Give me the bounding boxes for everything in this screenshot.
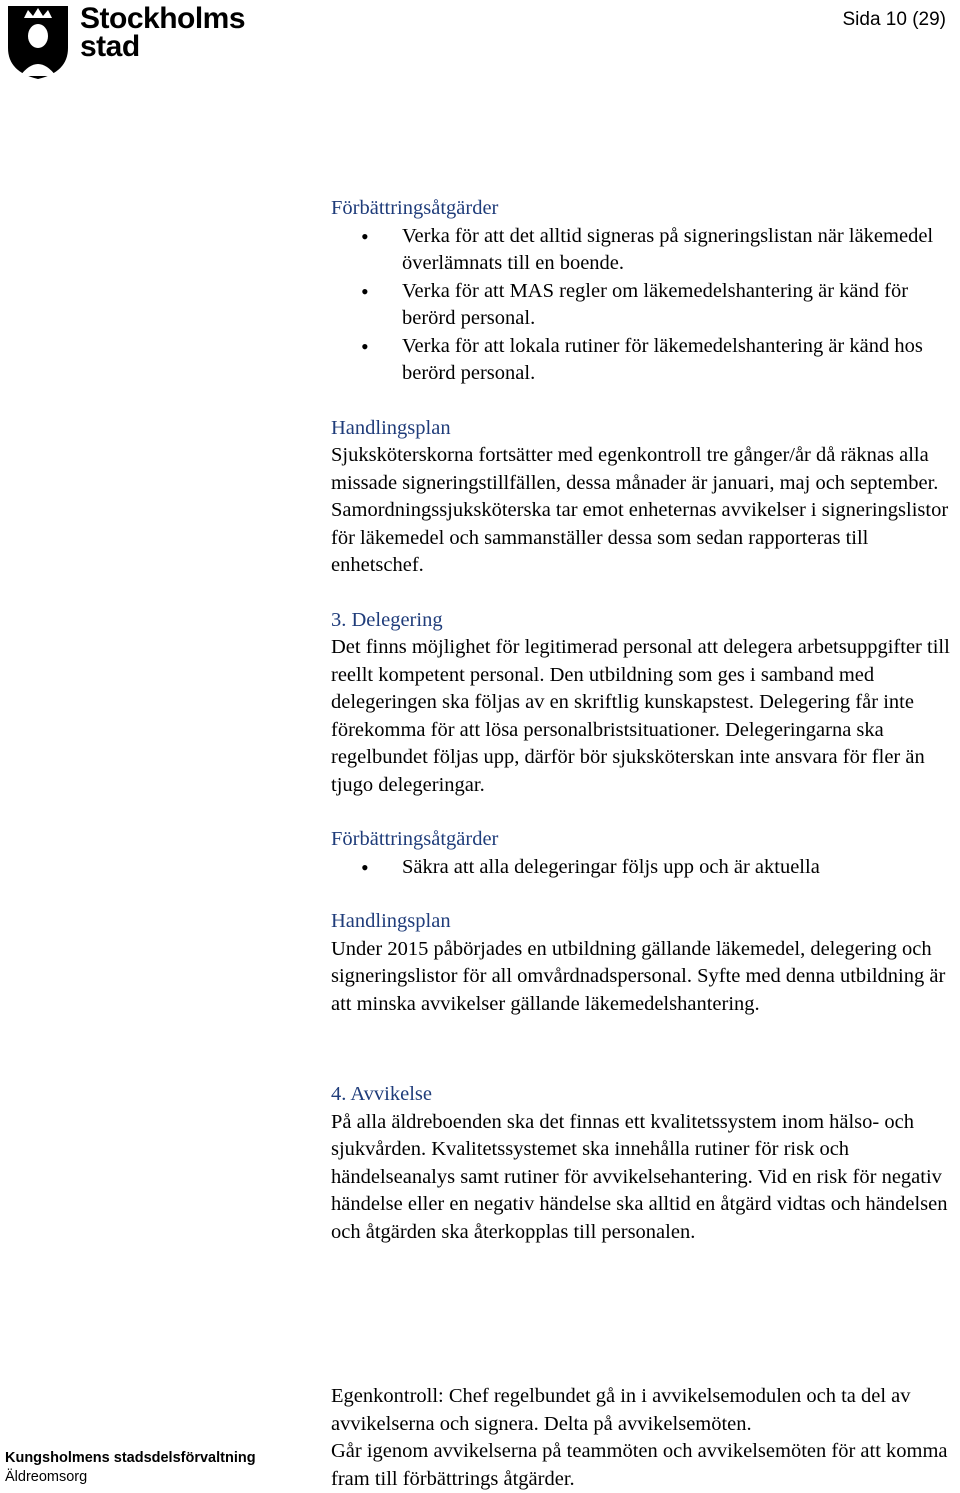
- footer-organisation: Kungsholmens stadsdelsförvaltning: [5, 1450, 256, 1466]
- page-number: Sida 10 (29): [842, 9, 946, 30]
- list-item: • Verka för att MAS regler om läkemedelshantering är känd för berörd personal.: [331, 278, 959, 333]
- list-item: • Verka för att lokala rutiner för läkemedelshantering är känd hos berörd personal.: [331, 333, 959, 388]
- paragraph: Det finns möjlighet för legitimerad personal att delegera arbetsuppgifter till reellt kompetent personal. Den utbildning som ges i samband med delegeringen ska följas av en skriftlig kunskapstest. Delegering får inte förekomma för att lösa personalbristsituationer. Delegeringarna ska regelbundet följas upp, därför bör sjuksköterskan inte ansvara för fler än tjugo delegeringar.: [331, 636, 950, 796]
- list-item: • Verka för att det alltid signeras på signeringslistan när läkemedel överlämnats till en boende.: [331, 223, 959, 278]
- page-footer: [5, 1449, 256, 1487]
- paragraph: Samordningssjuksköterska tar emot enheternas avvikelser i signeringslistor för läkemedel och sammanställer dessa som sedan rapporteras till enhetschef.: [331, 499, 949, 576]
- footer-department: Äldreomsorg: [5, 1469, 88, 1485]
- brand-wordmark: [80, 2, 246, 63]
- paragraph: På alla äldreboenden ska det finnas ett kvalitetssystem inom hälso- och sjukvården. Kvalitetssystemet ska innehålla rutiner för risk och händelseanalys samt rutiner för avvikelsehantering. Vid en risk för negativ händelse eller en negativ händelse ska alltid en åtgärd vidtas och händelsen och åtgärden ska återkopplas till personalen.: [331, 1110, 948, 1243]
- stockholm-crest-icon: [6, 2, 70, 80]
- paragraph: Går igenom avvikelserna på teammöten och avvikelsemöten för att komma fram till förbättrings åtgärder.: [331, 1440, 948, 1490]
- document-body: [331, 195, 959, 1246]
- section-heading-action-plan-2: Handlingsplan: [331, 910, 451, 932]
- section-heading-deviation: 4. Avvikelse: [331, 1083, 432, 1105]
- stockholms-stad-logo: [6, 2, 246, 80]
- section-heading-delegation: 3. Delegering: [331, 608, 443, 631]
- paragraph: Sjuksköterskorna fortsätter med egenkontroll tre gånger/år då räknas alla missade signeringstillfällen, dessa månader är januari, maj och september.: [331, 444, 939, 494]
- improvements-list-1: [331, 223, 959, 388]
- brand-line-2: stad: [80, 30, 140, 63]
- improvements-list-2: [331, 854, 959, 882]
- paragraph: Egenkontroll: Chef regelbundet gå in i avvikelsemodulen och ta del av avvikelserna och signera. Delta på avvikelsemöten.: [331, 1385, 911, 1435]
- list-item: • Säkra att alla delegeringar följs upp och är aktuella: [331, 854, 959, 882]
- section-heading-improvements-1: Förbättringsåtgärder: [331, 197, 499, 219]
- paragraph: Under 2015 påbörjades en utbildning gällande läkemedel, delegering och signeringslistor för all omvårdnadspersonal. Syfte med denna utbildning är att minska avvikelser gällande läkemedelshantering.: [331, 937, 946, 1015]
- section-heading-action-plan-1: Handlingsplan: [331, 416, 451, 439]
- brand-line-1: Stockholms: [80, 2, 246, 35]
- section-heading-improvements-2: Förbättringsåtgärder: [331, 828, 499, 850]
- document-body-bottom: [331, 1383, 959, 1493]
